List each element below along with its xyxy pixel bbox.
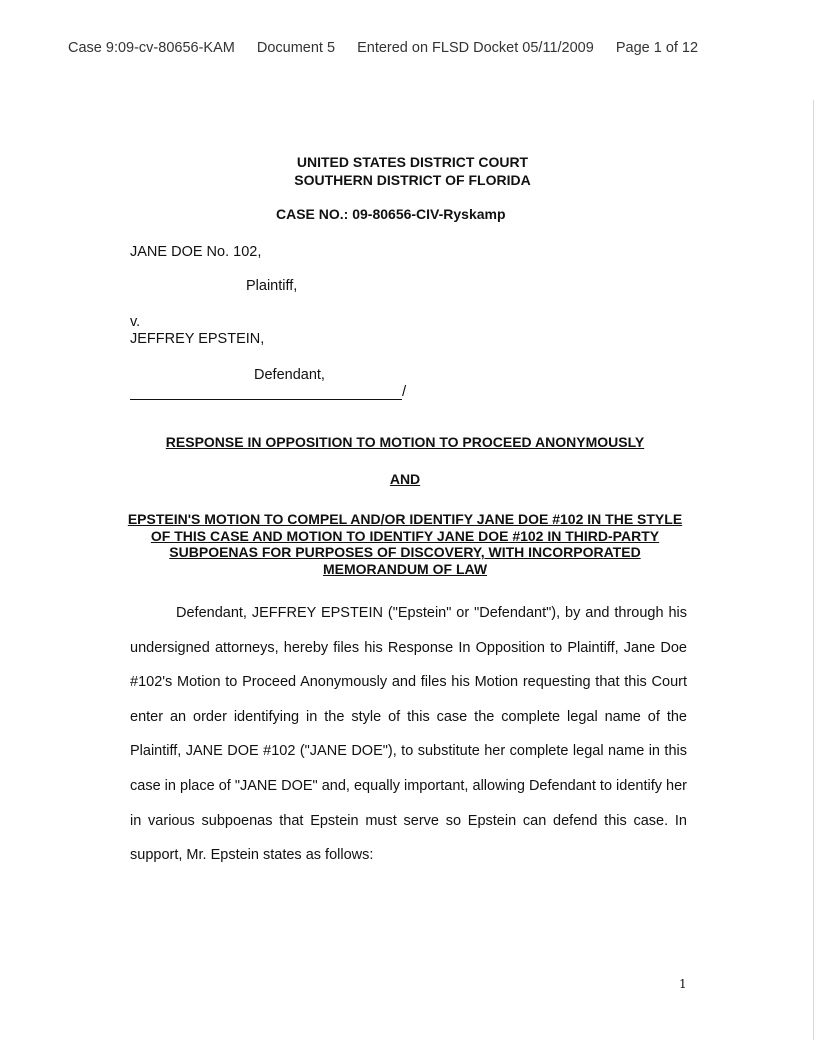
header-document: Document 5 [256,40,336,56]
docket-header [68,40,698,56]
versus: v. [130,314,141,330]
court-name [0,153,817,189]
caption-slash: / [402,383,407,400]
caption-divider [130,399,402,400]
court-line-1: UNITED STATES DISTRICT COURT [296,154,529,170]
defendant-role: Defendant, [254,367,325,383]
document-title-and: AND [389,471,421,487]
document-title-response: RESPONSE IN OPPOSITION TO MOTION TO PROCEED ANONYMOUSLY [165,434,645,450]
header-page: Page 1 of 12 [615,40,699,56]
scan-edge-line [813,100,814,1040]
court-line-2: SOUTHERN DISTRICT OF FLORIDA [294,172,531,188]
plaintiff-role: Plaintiff, [246,278,298,294]
plaintiff-name: JANE DOE No. 102, [130,244,262,260]
case-number: CASE NO.: 09-80656-CIV-Ryskamp [276,206,506,222]
header-case-number: Case 9:09-cv-80656-KAM [68,40,235,56]
page-number: 1 [679,977,687,991]
header-entered: Entered on FLSD Docket 05/11/2009 [357,40,594,56]
defendant-name: JEFFREY EPSTEIN, [130,331,265,347]
opening-paragraph: Defendant, JEFFREY EPSTEIN ("Epstein" or "Defendant"), by and through his undersigned attorneys, hereby files his Response In Opposition to Plaintiff, Jane Doe #102's Motion to Proceed Anonymously and files his Motion requesting that this Court enter an order identifying in the style of this case the complete legal name of the Plaintiff, JANE DOE #102 ("JANE DOE"), to substitute her complete legal name in this case in place of "JANE DOE" and, equally important, allowing Defendant to identify her in various subpoenas that Epstein must serve so Epstein can defend this case. In support, Mr. Epstein states as follows: [130,605,687,864]
document-title-motion: EPSTEIN'S MOTION TO COMPEL AND/OR IDENTIFY JANE DOE #102 IN THE STYLE OF THIS CASE AND MOTION TO IDENTIFY JANE DOE #102 IN THIRD-PARTY SUBPOENAS FOR PURPOSES OF DISCOVERY, WITH INCORPORATED MEMORANDUM OF LAW [127,511,683,577]
